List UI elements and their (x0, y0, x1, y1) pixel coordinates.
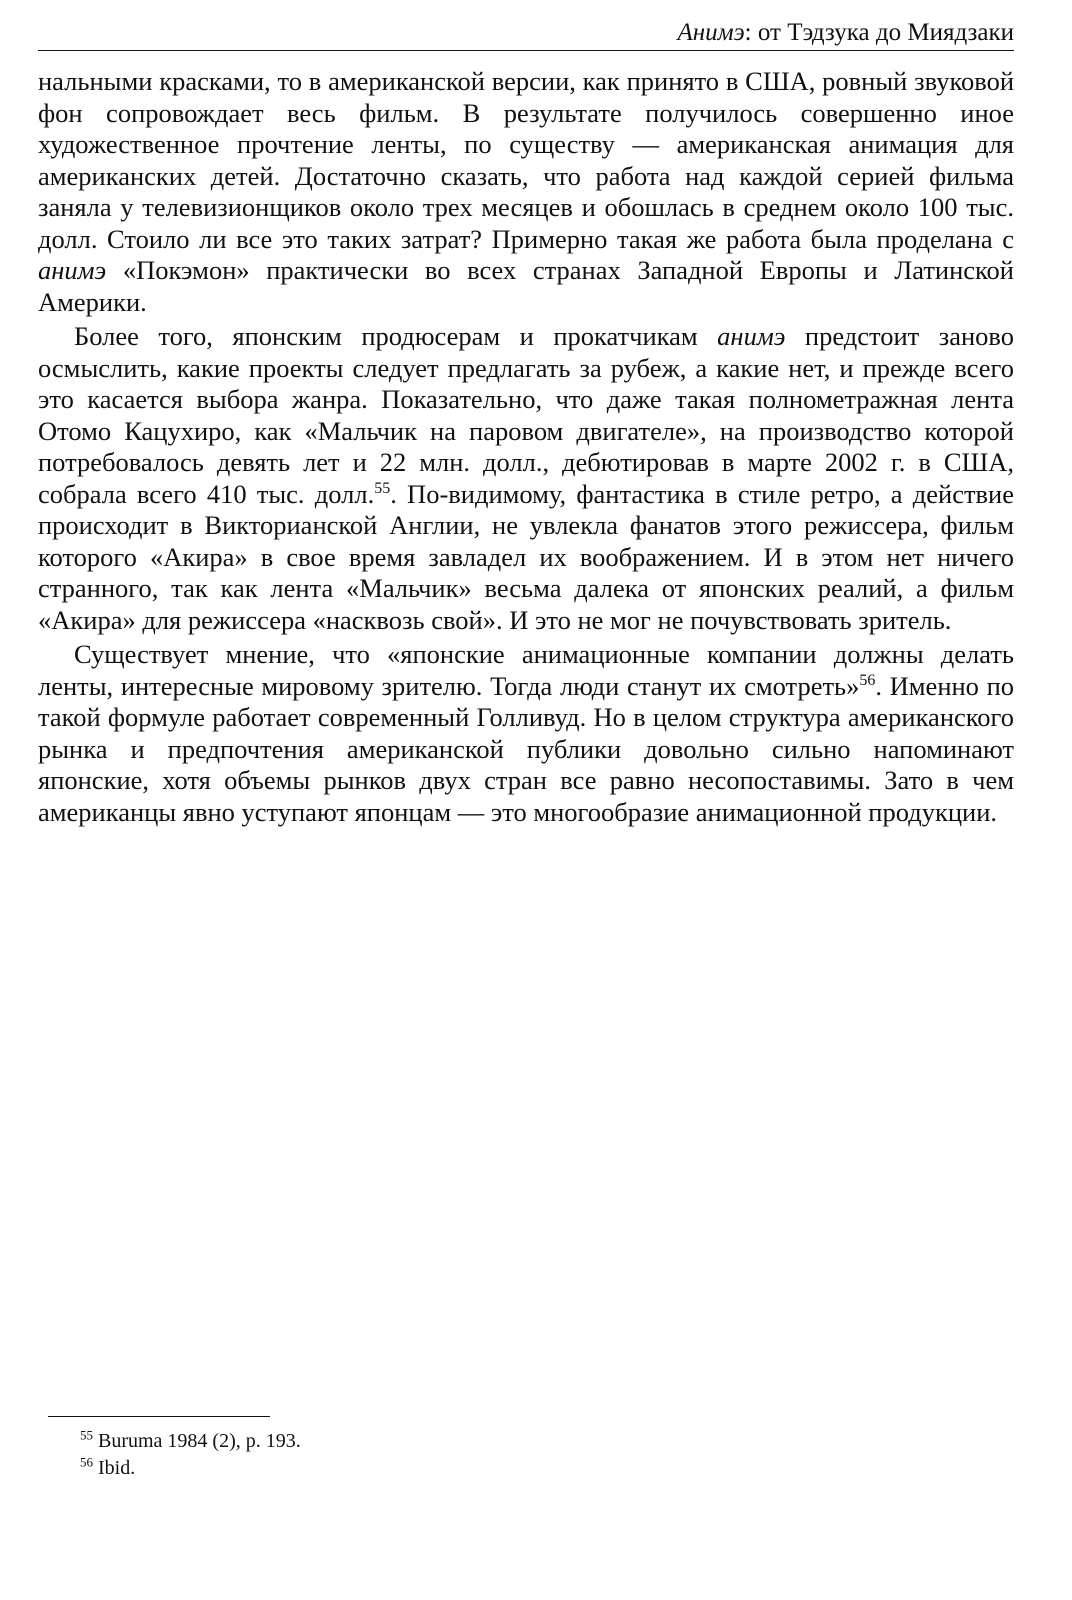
running-head (38, 16, 1014, 51)
footnotes (80, 1428, 980, 1482)
paragraph-3-text-a: Существует мнение, что «японские анимационные компании должны делать ленты, интересные мировому зрителю. Тогда люди станут их смотреть» (38, 639, 1014, 701)
footnote-ref-55[interactable]: 55 (374, 479, 391, 497)
paragraph-3-text-b: . Именно по такой формуле работает современный Голливуд. Но в целом структура американского рынка и предпочтения американской публики довольно сильно напоминают японские, хотя объемы рынков двух стран все равно несопоставимы. Зато в чем американцы явно уступают японцам — это многообразие анимационной продукции. (38, 670, 1015, 827)
paragraph-2-text-b: предстоит заново осмыслить, какие проекты следует предлагать за рубеж, а какие нет, и прежде всего это касается выбора жанра. Показательно, что даже такая полнометражная лента Отомо Кацухиро, как «Мальчик на паровом двигателе», на производство которой потребовалось девять лет и 22 млн. долл., дебютировав в марте 2002 г. в США, собрала всего 410 тыс. долл. (38, 321, 1014, 509)
paragraph-3 (38, 639, 1014, 828)
footnote-number: 55 (80, 1427, 93, 1443)
paragraph-1-italic-term: анимэ (38, 255, 107, 285)
paragraph-1 (38, 66, 1014, 318)
paragraph-2-italic-term: анимэ (717, 321, 786, 351)
paragraph-2-text-c: . По-видимому, фантастика в стиле ретро, а действие происходит в Викторианской Англии, не увлекла фанатов этого режиссера, фильм которого «Акира» в свое время завладел их воображением. И в этом нет ничего странного, так как лента «Мальчик» весьма далека от японских реалий, а фильм «Акира» для режиссера «насквозь свой». И это не мог не почувствовать зритель. (38, 478, 1014, 635)
footnote-55 (80, 1428, 980, 1455)
paragraph-1-text-a: нальными красками, то в американской версии, как принято в США, ровный звуковой фон сопровождает весь фильм. В результате получилось совершенно иное художественное прочтение ленты, по существу — американская анимация для американских детей. Достаточно сказать, что работа над каждой серией фильма заняла у телевизионщиков около трех месяцев и обошлась в среднем около 100 тыс. долл. Стоило ли все это таких затрат? Примерно такая же работа была проделана с (38, 66, 1014, 254)
running-head-italic: Анимэ (677, 19, 745, 46)
footnote-ref-56[interactable]: 56 (859, 671, 876, 689)
footnote-text: Buruma 1984 (2), p. 193. (93, 1430, 301, 1452)
paragraph-2 (38, 321, 1014, 636)
footnote-56 (80, 1455, 980, 1482)
footnote-rule (48, 1416, 270, 1417)
paragraph-2-text-a: Более того, японским продюсерам и прокатчикам (74, 321, 718, 351)
body-text (38, 66, 1014, 828)
running-head-text: : от Тэдзука до Миядзаки (744, 19, 1014, 46)
paragraph-1-text-b: «Покэмон» практически во всех странах Западной Европы и Латинской Америки. (38, 255, 1014, 317)
footnote-text: Ibid. (93, 1457, 136, 1479)
footnote-number: 56 (80, 1454, 93, 1470)
